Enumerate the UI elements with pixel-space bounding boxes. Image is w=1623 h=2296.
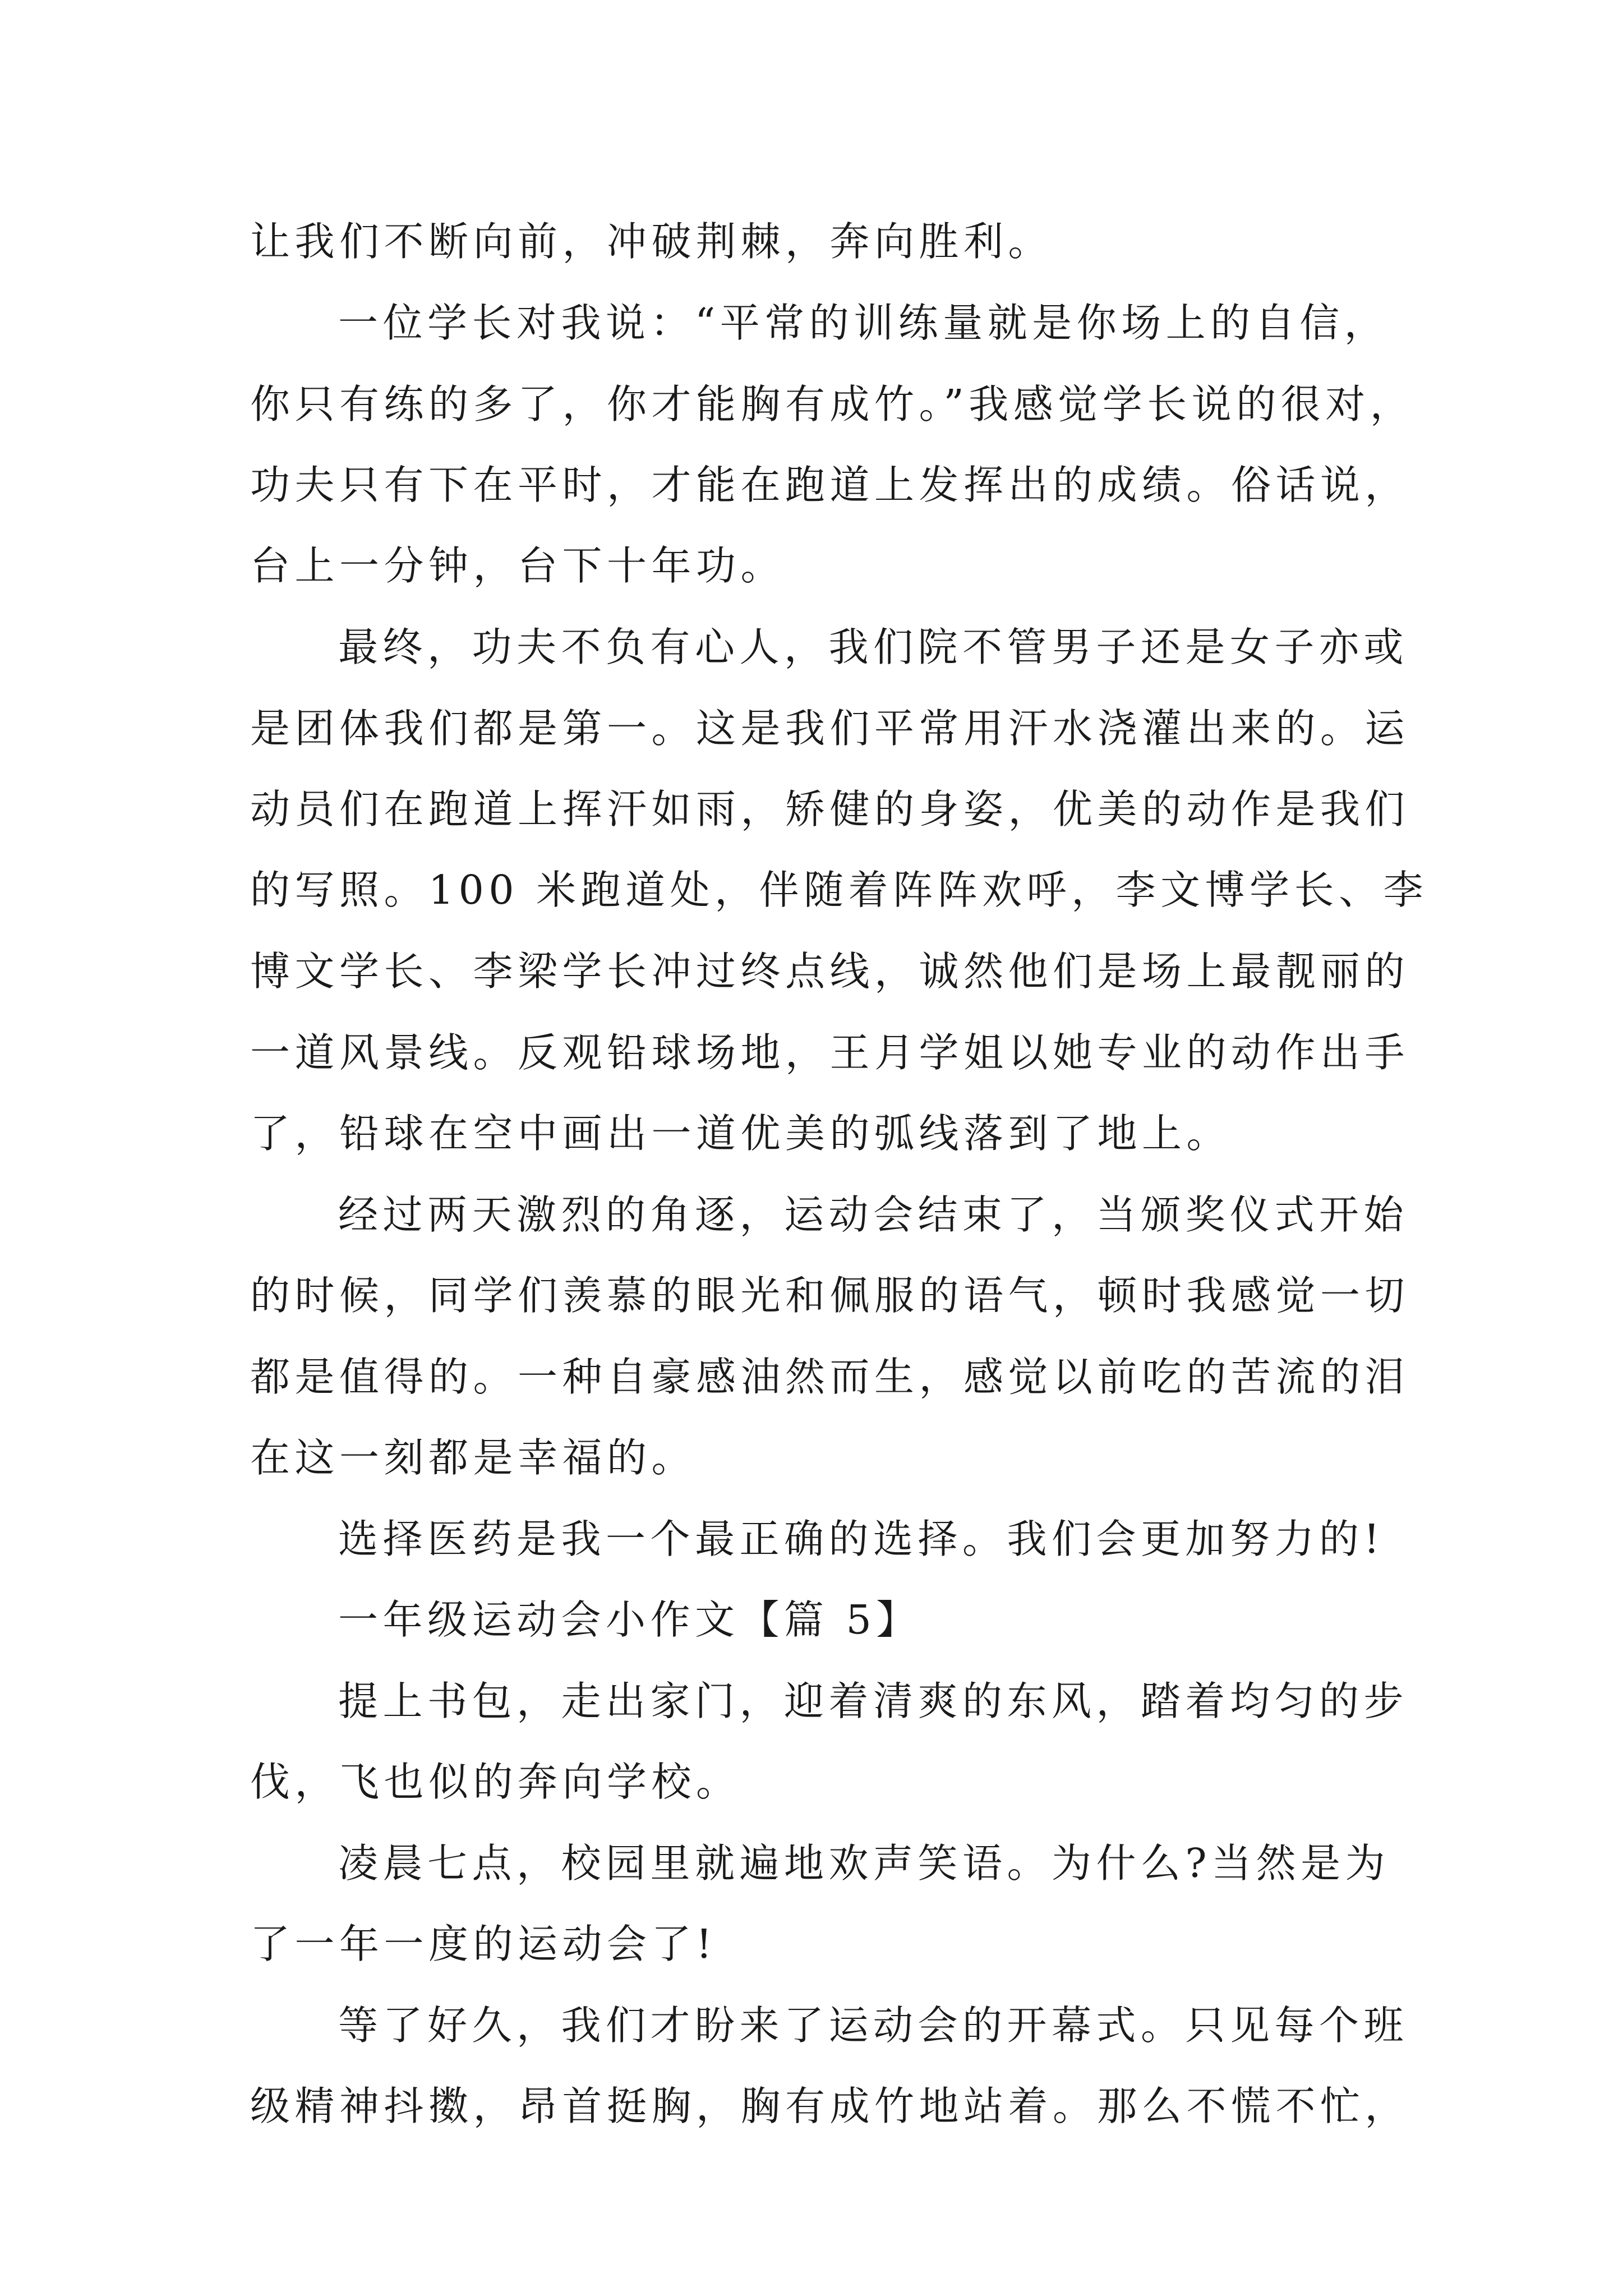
text-line: 了一年一度的运动会了! xyxy=(250,1921,717,1967)
text-line: 伐，飞也似的奔向学校。 xyxy=(250,1759,741,1805)
text-line: 凌晨七点，校园里就遍地欢声笑语。为什么?当然是为 xyxy=(338,1840,1390,1887)
text-line: 提上书包，走出家门，迎着清爽的东风，踏着均匀的步 xyxy=(338,1678,1409,1724)
text-line: 让我们不断向前，冲破荆棘，奔向胜利。 xyxy=(250,218,1053,265)
text-line: 最终，功夫不负有心人，我们院不管男子还是女子亦或 xyxy=(338,624,1409,670)
text-line: 动员们在跑道上挥汗如雨，矫健的身姿，优美的动作是我们 xyxy=(250,786,1410,832)
text-line: 一道风景线。反观铅球场地，王月学姐以她专业的动作出手 xyxy=(250,1029,1410,1076)
text-line: 级精神抖擞，昂首挺胸，胸有成竹地站着。那么不慌不忙， xyxy=(250,2083,1410,2129)
text-line: 台上一分钟，台下十年功。 xyxy=(250,542,786,589)
text-line: 一位学长对我说：“平常的训练量就是你场上的自信， xyxy=(338,300,1389,346)
text-line: 是团体我们都是第一。这是我们平常用汗水浇灌出来的。运 xyxy=(250,705,1410,752)
text-line: 博文学长、李梁学长冲过终点线，诚然他们是场上最靓丽的 xyxy=(250,948,1410,995)
text-line: 在这一刻都是幸福的。 xyxy=(250,1434,697,1481)
text-line: 了，铅球在空中画出一道优美的弧线落到了地上。 xyxy=(250,1110,1232,1157)
text-line: 等了好久，我们才盼来了运动会的开幕式。只见每个班 xyxy=(338,2002,1409,2049)
text-line: 的写照。100 米跑道处，伴随着阵阵欢呼，李文博学长、李 xyxy=(250,867,1428,913)
text-line: 都是值得的。一种自豪感油然而生，感觉以前吃的苦流的泪 xyxy=(250,1354,1410,1400)
text-line: 你只有练的多了，你才能胸有成竹。”我感觉学长说的很对， xyxy=(250,381,1415,427)
text-line: 的时候，同学们羡慕的眼光和佩服的语气，顿时我感觉一切 xyxy=(250,1272,1410,1319)
text-line: 经过两天激烈的角逐，运动会结束了，当颁奖仪式开始 xyxy=(338,1191,1409,1238)
text-line: 选择医药是我一个最正确的选择。我们会更加努力的! xyxy=(338,1516,1385,1562)
text-line: 功夫只有下在平时，才能在跑道上发挥出的成绩。俗话说， xyxy=(250,462,1410,508)
section-heading: 一年级运动会小作文【篇 5】 xyxy=(338,1596,921,1643)
